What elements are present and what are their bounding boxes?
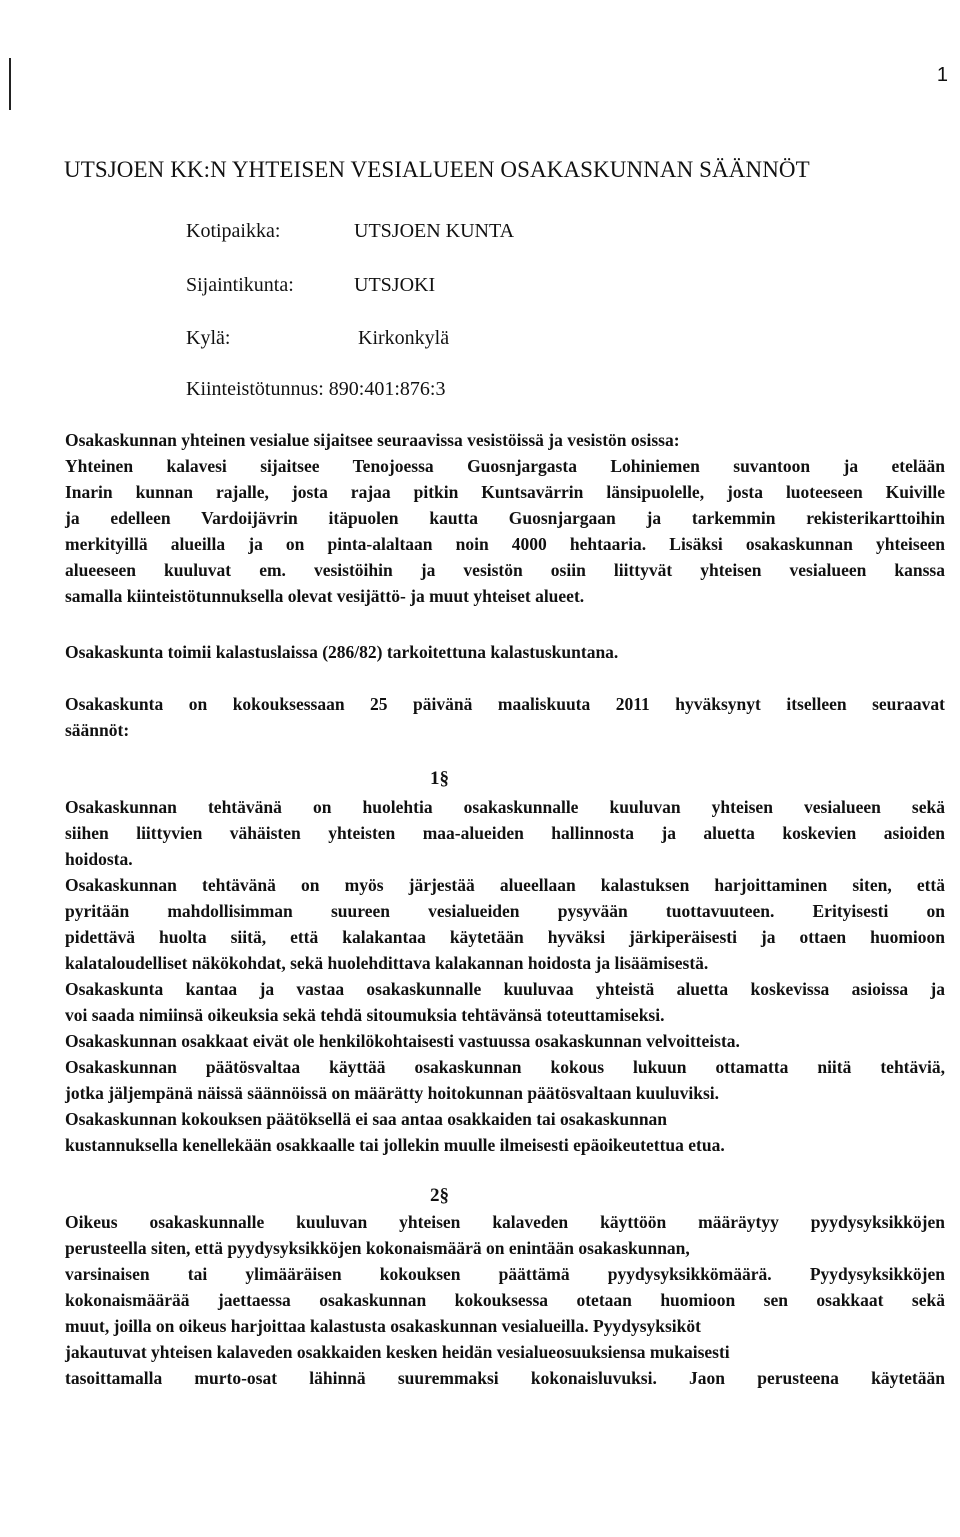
- section-1-heading: 1§: [430, 768, 449, 789]
- paragraph-line: tasoittamalla murto-osat lähinnä suuremmaksi kokonaisluvuksi. Jaon perusteena käytetään: [65, 1368, 945, 1388]
- page-number: 1: [936, 64, 948, 86]
- paragraph-line: Osakaskunnan tehtävänä on huolehtia osakaskunnalle kuuluvan yhteisen vesialueen sekä: [65, 797, 945, 817]
- paragraph-line: Osakaskunnan päätösvaltaa käyttää osakaskunnan kokous lukuun ottamatta niitä tehtäviä,: [65, 1057, 945, 1077]
- paragraph-line: Osakaskunta toimii kalastuslaissa (286/82) tarkoitettuna kalastuskuntana.: [65, 642, 619, 662]
- paragraph-line: muut, joilla on oikeus harjoittaa kalastusta osakaskunnan vesialueilla. Pyydysyksiköt: [65, 1316, 701, 1336]
- meta-label: Kotipaikka:: [186, 220, 281, 242]
- paragraph-line: Osakaskunnan kokouksen päätöksellä ei saa antaa osakkaiden tai osakaskunnan: [65, 1109, 668, 1129]
- meta-value: UTSJOKI: [354, 274, 436, 296]
- meta-kiinteistotunnus: Kiinteistötunnus: 890:401:876:3: [186, 378, 446, 400]
- section-1-body: [65, 794, 945, 1158]
- paragraph-line: pyritään mahdollisimman suureen vesialueiden pysyvään tuottavuuteen. Erityisesti on: [65, 901, 945, 921]
- meta-label: Kylä:: [186, 327, 231, 349]
- paragraph-line: kokonaismäärää jaettaessa osakaskunnan kokouksessa otetaan huomioon sen osakkaat sekä: [65, 1290, 945, 1310]
- paragraph-line: hoidosta.: [65, 849, 133, 869]
- document-title: UTSJOEN KK:N YHTEISEN VESIALUEEN OSAKASKUNNAN SÄÄNNÖT: [64, 157, 810, 182]
- paragraph-line: Osakaskunnan yhteinen vesialue sijaitsee seuraavissa vesistöissä ja vesistön osissa:: [65, 430, 680, 450]
- paragraph-line: jotka jäljempänä näissä säännöissä on määrätty hoitokunnan päätösvaltaan kuuluviksi.: [65, 1083, 719, 1103]
- paragraph-line: Yhteinen kalavesi sijaitsee Tenojoessa Guosnjargasta Lohiniemen suvantoon ja etelään: [65, 456, 945, 476]
- section-2-body: [65, 1209, 945, 1391]
- paragraph-line: Inarin kunnan rajalle, josta rajaa pitkin Kuntsavärrin länsipuolelle, josta luoteeseen Kuiville: [65, 482, 945, 502]
- location-paragraph: [65, 427, 945, 609]
- fishing-law-paragraph: [65, 639, 945, 665]
- meta-sijaintikunta: [186, 274, 435, 297]
- paragraph-line: alueeseen kuuluvat em. vesistöihin ja vesistön osiin liittyvät yhteisen vesialueen kanssa: [65, 560, 945, 580]
- paragraph-line: Osakaskunnan tehtävänä on myös järjestää alueellaan kalastuksen harjoittaminen siten, että: [65, 875, 945, 895]
- paragraph-line: ja edelleen Vardoijävrin itäpuolen kautta Guosnjargaan ja tarkemmin rekisterikarttoihin: [65, 508, 945, 528]
- paragraph-line: Osakaskunnan osakkaat eivät ole henkilökohtaisesti vastuussa osakaskunnan velvoitteista.: [65, 1031, 740, 1051]
- paragraph-line: Osakaskunta on kokouksessaan 25 päivänä maaliskuuta 2011 hyväksynyt itselleen seuraavat: [65, 694, 945, 714]
- paragraph-line: samalla kiinteistötunnuksella olevat vesijättö- ja muut yhteiset alueet.: [65, 586, 585, 606]
- meta-label: Sijaintikunta:: [186, 274, 294, 296]
- meta-value: UTSJOEN KUNTA: [354, 220, 515, 242]
- adoption-paragraph: [65, 691, 945, 743]
- paragraph-line: perusteella siten, että pyydysyksikköjen kokonaismäärä on enintään osakaskunnan,: [65, 1238, 690, 1258]
- paragraph-line: voi saada nimiinsä oikeuksia sekä tehdä sitoumuksia tehtävänsä toteuttamiseksi.: [65, 1005, 665, 1025]
- meta-kyla: [186, 327, 449, 350]
- paragraph-line: siihen liittyvien vähäisten yhteisten maa-alueiden hallinnosta ja aluetta koskevien asioiden: [65, 823, 945, 843]
- paragraph-line: jakautuvat yhteisen kalaveden osakkaiden kesken heidän vesialueosuuksiensa mukaisesti: [65, 1342, 730, 1362]
- margin-mark: [9, 58, 11, 110]
- section-2-heading: 2§: [430, 1185, 449, 1206]
- meta-kotipaikka: [186, 220, 514, 243]
- meta-value: Kirkonkylä: [358, 327, 450, 349]
- paragraph-line: säännöt:: [65, 720, 130, 740]
- paragraph-line: Oikeus osakaskunnalle kuuluvan yhteisen kalaveden käyttöön määräytyy pyydysyksikköjen: [65, 1212, 945, 1232]
- paragraph-line: merkityillä alueilla ja on pinta-alaltaan noin 4000 hehtaaria. Lisäksi osakaskunnan yhteiseen: [65, 534, 945, 554]
- paragraph-line: kalataloudelliset näkökohdat, sekä huolehdittava kalakannan hoidosta ja lisäämisestä.: [65, 953, 709, 973]
- paragraph-line: varsinaisen tai ylimääräisen kokouksen päättämä pyydysyksikkömäärä. Pyydysyksikköjen: [65, 1264, 945, 1284]
- paragraph-line: pidettävä huolta siitä, että kalakantaa käytetään hyväksi järkiperäisesti ja ottaen huomioon: [65, 927, 945, 947]
- paragraph-line: Osakaskunta kantaa ja vastaa osakaskunnalle kuuluvaa yhteistä aluetta koskevissa asioissa ja: [65, 979, 945, 999]
- paragraph-line: kustannuksella kenellekään osakkaalle tai jollekin muulle ilmeisesti epäoikeutettua etua.: [65, 1135, 725, 1155]
